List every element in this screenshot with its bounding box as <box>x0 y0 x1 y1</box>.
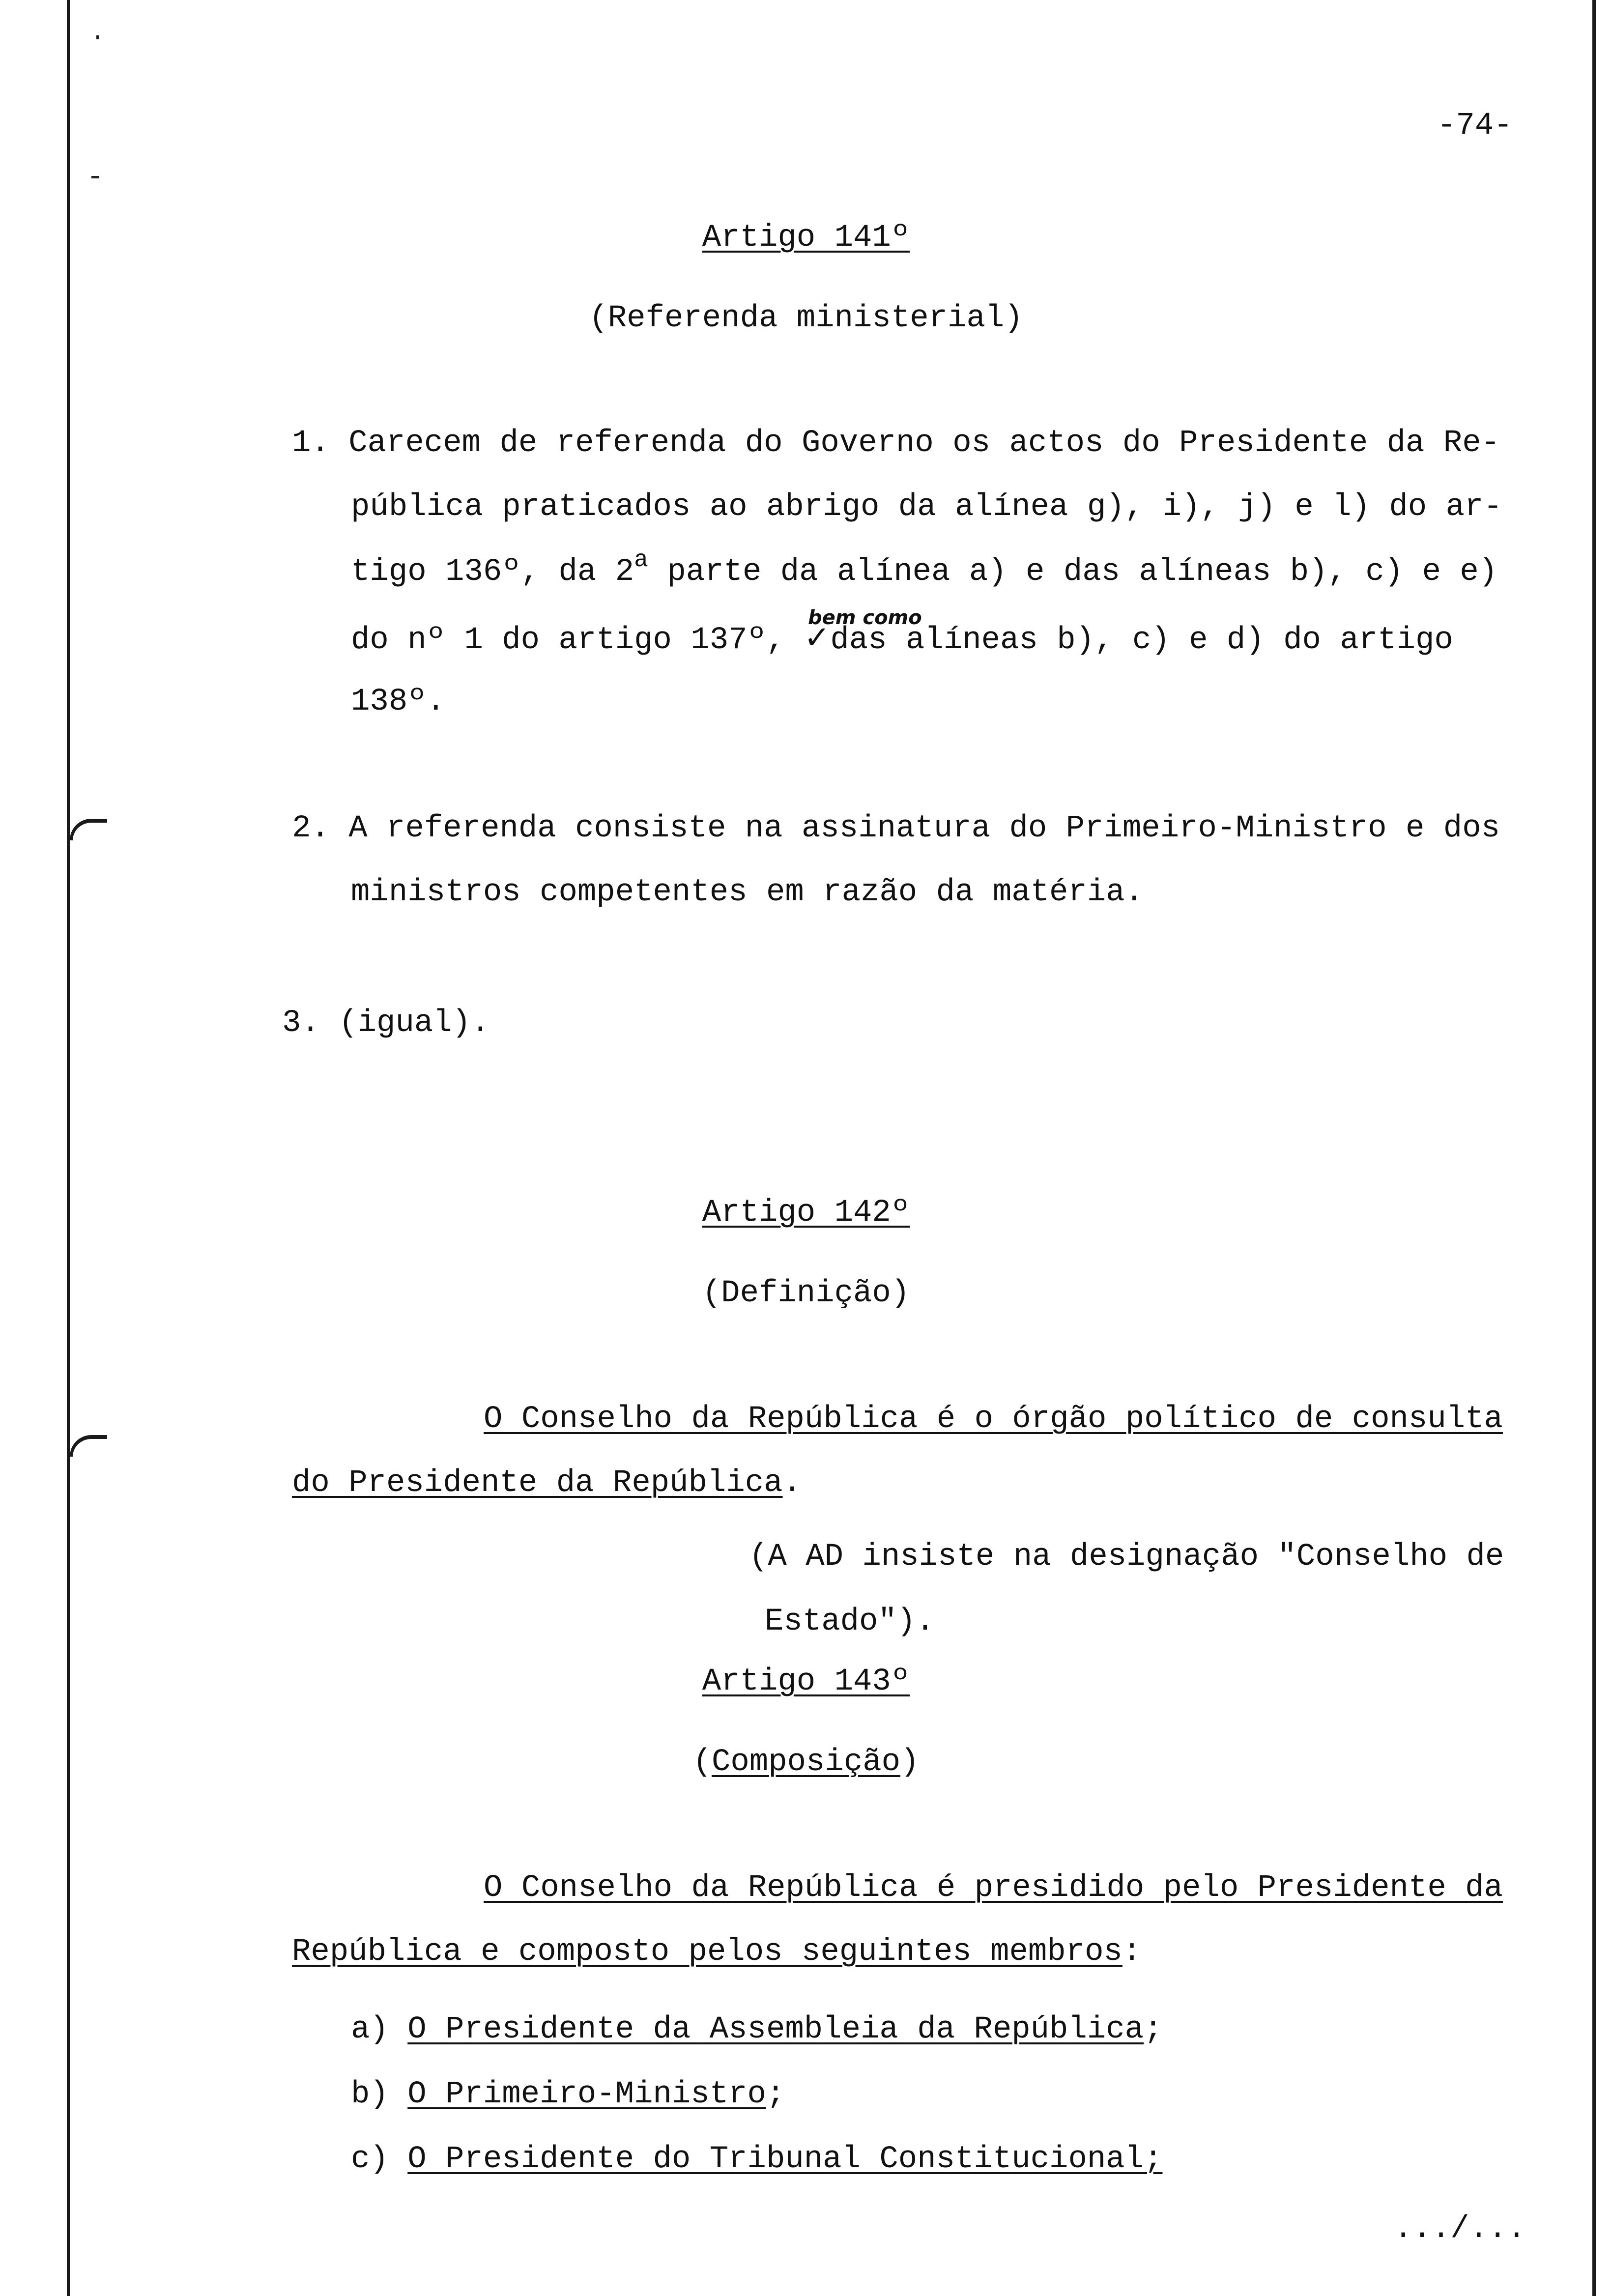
scan-noise <box>0 1050 1612 1051</box>
art141-p1-line3-b: parte da alínea a) e das alíneas b), c) e e) <box>648 554 1498 590</box>
list-item <box>351 2014 1162 2045</box>
list-item-end: ; <box>766 2077 785 2112</box>
scan-noise <box>295 924 1278 925</box>
art141-p1-line3 <box>351 547 1498 590</box>
art142-line2 <box>292 1467 802 1499</box>
art143-line2-end: : <box>1122 1934 1142 1970</box>
article-143-subtitle-word: Composição <box>711 1745 901 1780</box>
list-item-text: O Primeiro-Ministro <box>407 2077 766 2112</box>
list-item-text: O Presidente do Tribunal Constitucional; <box>407 2142 1163 2177</box>
superscript-a: a <box>634 547 648 574</box>
art141-p1-line2: pública praticados ao abrigo da alínea g), i), j) e l) do ar- <box>351 489 1502 525</box>
art141-p1-line1: 1. Carecem de referenda do Governo os actos do Presidente da Re- <box>292 426 1500 461</box>
art141-p1-line4-b: das alíneas b), c) e d) do artigo <box>830 623 1453 658</box>
art142-line2-text: do Presidente da República <box>292 1465 783 1501</box>
art142-line2-end: . <box>782 1465 802 1501</box>
art142-line1: O Conselho da República é o órgão político de consulta <box>484 1402 1503 1437</box>
art141-p2-line2: ministros competentes em razão da matéria. <box>351 875 1144 910</box>
article-141-title: Artigo 141º <box>702 220 910 256</box>
art141-p1-line3-a: tigo 136º, da 2 <box>351 554 634 590</box>
art143-line1: O Conselho da República é presidido pelo Presidente da <box>484 1870 1503 1906</box>
art141-p3: 3. (igual). <box>282 1005 490 1041</box>
margin-speck <box>91 176 99 178</box>
article-142-subtitle: (Definição) <box>702 1276 910 1311</box>
art141-p1-line4-a: do nº 1 do artigo 137º, <box>351 623 804 658</box>
list-item-end: ; <box>1144 2012 1163 2047</box>
paren-close: ) <box>900 1745 920 1780</box>
page-number: -74- <box>1437 108 1513 144</box>
list-item-label: a) <box>351 2012 408 2047</box>
insertion-check-mark: ✓ <box>804 620 831 656</box>
art142-note-line2: Estado"). <box>765 1604 935 1639</box>
left-border-line <box>67 0 70 2296</box>
paren-open: ( <box>692 1745 712 1780</box>
art142-note-line1: (A AD insiste na designação "Conselho de <box>749 1539 1504 1575</box>
list-item <box>351 2079 785 2110</box>
margin-bracket-mark <box>70 819 107 840</box>
article-143-subtitle <box>0 1747 1612 1778</box>
list-item-text: O Presidente da Assembleia da República <box>407 2012 1144 2047</box>
art141-p1-line4 <box>351 622 1453 656</box>
art141-p1-line5: 138º. <box>351 684 446 719</box>
continuation-marker: .../... <box>1394 2211 1526 2247</box>
scan-noise <box>0 980 1612 981</box>
list-item-label: c) <box>351 2142 408 2177</box>
handwritten-insertion-note: bem como <box>808 606 922 629</box>
right-border-line <box>1592 0 1596 2296</box>
margin-bracket-mark <box>70 1435 107 1457</box>
art143-line2 <box>292 1936 1141 1968</box>
list-item-label: b) <box>351 2077 408 2112</box>
art141-p2-line1: 2. A referenda consiste na assinatura do Primeiro-Ministro e dos <box>292 811 1500 846</box>
article-143-title: Artigo 143º <box>702 1664 910 1699</box>
article-142-title: Artigo 142º <box>702 1195 910 1231</box>
margin-speck <box>96 35 99 39</box>
article-141-subtitle: (Referenda ministerial) <box>589 301 1023 336</box>
art143-line2-text: República e composto pelos seguintes membros <box>292 1934 1123 1970</box>
list-item <box>351 2144 1162 2175</box>
